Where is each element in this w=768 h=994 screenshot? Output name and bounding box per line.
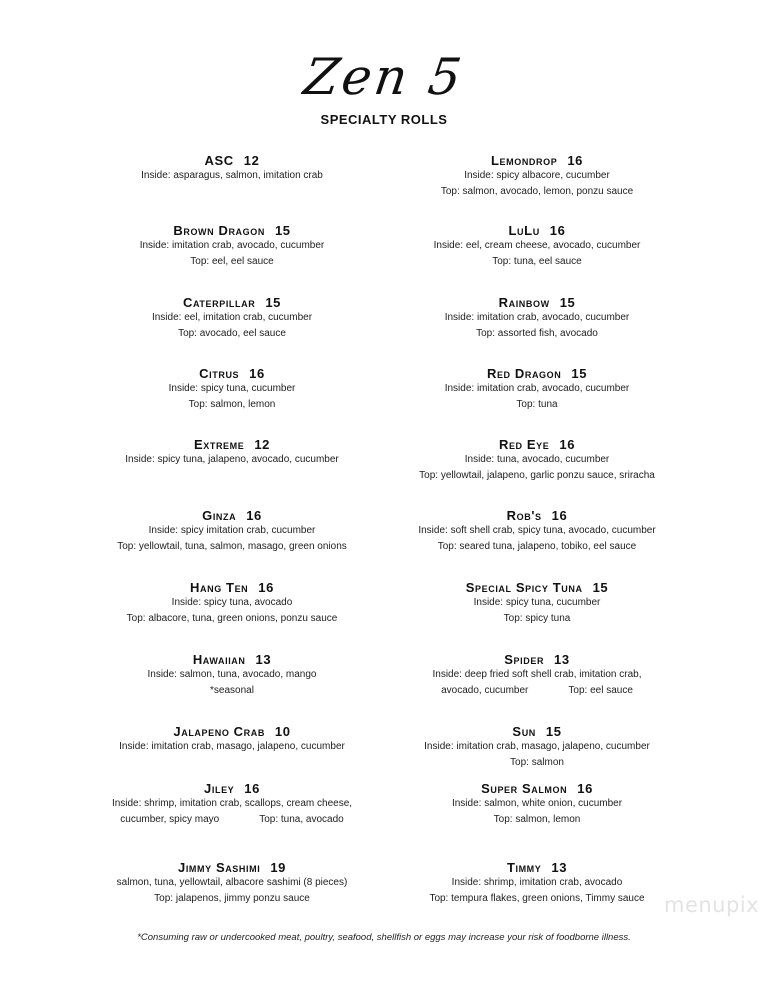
item-description: Inside: spicy imitation crab, cucumber bbox=[148, 525, 316, 536]
menu-item-name bbox=[67, 652, 397, 667]
item-description: Top: avocado, eel sauce bbox=[178, 327, 286, 339]
item-price: 16 bbox=[246, 508, 262, 523]
menu-item bbox=[372, 781, 702, 827]
item-price: 19 bbox=[270, 860, 286, 875]
item-description: Inside: tuna, avocado, cucumber bbox=[464, 454, 610, 465]
menu-item bbox=[67, 437, 397, 468]
item-price: 16 bbox=[258, 580, 274, 595]
item-name: Super Salmon bbox=[481, 781, 568, 796]
menu-item-name bbox=[67, 860, 397, 875]
item-description: Inside: soft shell crab, spicy tuna, avocado, cucumber bbox=[418, 525, 656, 536]
item-description: Inside: spicy tuna, cucumber bbox=[473, 597, 601, 608]
item-description: Inside: salmon, white onion, cucumber bbox=[451, 798, 623, 809]
item-name: Sun bbox=[512, 724, 536, 739]
menu-item bbox=[67, 153, 397, 184]
item-description-part: avocado, cucumber bbox=[441, 684, 529, 696]
item-description: Top: salmon, lemon bbox=[188, 398, 276, 410]
item-description: Inside: eel, imitation crab, cucumber bbox=[151, 312, 313, 323]
menu-item-name bbox=[372, 437, 702, 452]
watermark: menupix bbox=[664, 893, 760, 917]
item-description: Top: salmon bbox=[510, 756, 564, 768]
item-price: 16 bbox=[559, 437, 576, 452]
item-price: 15 bbox=[274, 223, 291, 238]
item-name: Rob's bbox=[506, 508, 542, 523]
menu-item-name bbox=[372, 652, 702, 667]
item-price: 10 bbox=[274, 724, 291, 739]
item-description: Top: salmon, lemon bbox=[493, 813, 581, 825]
item-name: Extreme bbox=[193, 437, 245, 452]
item-name: Jalapeno Crab bbox=[173, 724, 265, 739]
item-description: Inside: spicy tuna, jalapeno, avocado, cucumber bbox=[125, 454, 339, 465]
menu-item-name bbox=[67, 295, 397, 310]
menu-item-name bbox=[372, 860, 702, 875]
menu-item bbox=[67, 724, 397, 755]
menu-item bbox=[67, 366, 397, 412]
menu-item-name bbox=[372, 153, 702, 168]
item-description: Inside: asparagus, salmon, imitation crab bbox=[141, 170, 323, 181]
item-description: Top: salmon, avocado, lemon, ponzu sauce bbox=[440, 185, 634, 197]
menu-item bbox=[372, 223, 702, 269]
menu-item bbox=[67, 781, 397, 827]
item-description-part: Top: tuna, avocado bbox=[259, 813, 344, 825]
menu-item bbox=[67, 508, 397, 554]
item-description: Inside: deep fried soft shell crab, imitation crab, bbox=[432, 669, 642, 680]
item-price: 13 bbox=[551, 860, 568, 875]
item-description: salmon, tuna, yellowtail, albacore sashimi (8 pieces) bbox=[116, 877, 348, 888]
item-description: Top: seared tuna, jalapeno, tobiko, eel sauce bbox=[437, 540, 637, 552]
menu-item bbox=[372, 366, 702, 412]
item-price: 16 bbox=[577, 781, 593, 796]
item-name: Jiley bbox=[204, 781, 235, 796]
item-description: Inside: imitation crab, avocado, cucumber bbox=[444, 312, 630, 323]
menu-item-name bbox=[67, 366, 397, 381]
item-description: Top: yellowtail, jalapeno, garlic ponzu sauce, sriracha bbox=[419, 469, 655, 481]
item-description: Inside: spicy tuna, cucumber bbox=[168, 383, 296, 394]
item-price: 12 bbox=[243, 153, 260, 168]
item-name: Timmy bbox=[506, 860, 542, 875]
item-price: 16 bbox=[249, 366, 265, 381]
item-price: 16 bbox=[567, 153, 583, 168]
menu-item-name bbox=[372, 508, 702, 523]
item-description: Top: jalapenos, jimmy ponzu sauce bbox=[154, 892, 310, 904]
item-price: 15 bbox=[559, 295, 576, 310]
item-description-part: Top: eel sauce bbox=[568, 684, 633, 696]
item-description: *seasonal bbox=[210, 684, 254, 696]
item-price: 13 bbox=[554, 652, 570, 667]
item-name: Special Spicy Tuna bbox=[465, 580, 583, 595]
item-name: Caterpillar bbox=[183, 295, 256, 310]
item-name: ASC bbox=[204, 153, 234, 168]
menu-item bbox=[372, 580, 702, 626]
item-name: Hawaiian bbox=[192, 652, 246, 667]
menu-item-name bbox=[372, 295, 702, 310]
item-description: Inside: eel, cream cheese, avocado, cucumber bbox=[433, 240, 641, 251]
menu-item bbox=[372, 860, 702, 906]
menu-item bbox=[67, 652, 397, 698]
menu-item-name bbox=[67, 153, 397, 168]
item-description: Inside: shrimp, imitation crab, scallops, cream cheese, bbox=[111, 798, 353, 809]
item-description: Top: tuna bbox=[516, 398, 558, 410]
menu-item bbox=[372, 437, 702, 483]
item-description: Inside: imitation crab, avocado, cucumber bbox=[139, 240, 325, 251]
item-description: Top: tuna, eel sauce bbox=[492, 255, 582, 267]
menu-item bbox=[67, 223, 397, 269]
item-name: Red Dragon bbox=[486, 366, 562, 381]
menu-section-title: SPECIALTY ROLLS bbox=[320, 112, 448, 127]
item-price: 15 bbox=[545, 724, 562, 739]
item-description bbox=[372, 683, 702, 699]
item-description: Top: eel, eel sauce bbox=[190, 255, 274, 267]
menu-item-name bbox=[372, 366, 702, 381]
menu-item-name bbox=[372, 580, 702, 595]
item-price: 13 bbox=[255, 652, 272, 667]
menu-item bbox=[372, 652, 702, 698]
menu-item-name bbox=[67, 437, 397, 452]
item-name: Spider bbox=[504, 652, 545, 667]
menu-item-name bbox=[372, 223, 702, 238]
item-name: Lemondrop bbox=[490, 153, 558, 168]
item-name: Jimmy Sashimi bbox=[178, 860, 261, 875]
item-description: Inside: imitation crab, avocado, cucumber bbox=[444, 383, 630, 394]
item-description: Top: assorted fish, avocado bbox=[476, 327, 598, 339]
menu-item-name bbox=[372, 724, 702, 739]
item-name: Red Eye bbox=[498, 437, 550, 452]
item-name: Brown Dragon bbox=[173, 223, 265, 238]
item-name: Hang Ten bbox=[190, 580, 249, 595]
item-price: 16 bbox=[244, 781, 260, 796]
menu-item bbox=[372, 724, 702, 770]
menu-item-name bbox=[67, 781, 397, 796]
item-description: Inside: imitation crab, masago, jalapeno, cucumber bbox=[119, 741, 345, 752]
menu-item-name bbox=[372, 781, 702, 796]
item-name: LuLu bbox=[508, 223, 540, 238]
item-description: Inside: salmon, tuna, avocado, mango bbox=[147, 669, 317, 680]
menu-item-name bbox=[67, 508, 397, 523]
item-price: 15 bbox=[571, 366, 588, 381]
menu-item bbox=[67, 295, 397, 341]
item-description: Top: albacore, tuna, green onions, ponzu sauce bbox=[126, 612, 338, 624]
item-description: Top: yellowtail, tuna, salmon, masago, green onions bbox=[117, 540, 347, 552]
item-description: Top: spicy tuna bbox=[503, 612, 571, 624]
item-price: 16 bbox=[549, 223, 566, 238]
item-description: Inside: shrimp, imitation crab, avocado bbox=[451, 877, 623, 888]
item-description: Inside: spicy tuna, avocado bbox=[171, 597, 293, 608]
item-description-part: cucumber, spicy mayo bbox=[120, 813, 220, 825]
menu-item bbox=[67, 860, 397, 906]
menu-item bbox=[372, 295, 702, 341]
item-description bbox=[67, 812, 397, 828]
item-price: 15 bbox=[265, 295, 281, 310]
menu-item bbox=[372, 153, 702, 199]
item-name: Ginza bbox=[202, 508, 237, 523]
menu-item-name bbox=[67, 580, 397, 595]
menu-item bbox=[372, 508, 702, 554]
item-name: Citrus bbox=[199, 366, 240, 381]
food-safety-disclaimer: *Consuming raw or undercooked meat, poultry, seafood, shellfish or eggs may increase your risk of foodborne illness. bbox=[137, 932, 631, 943]
restaurant-logo: Zen 5 bbox=[300, 48, 468, 106]
menu-item bbox=[67, 580, 397, 626]
item-price: 15 bbox=[592, 580, 609, 595]
item-description: Inside: imitation crab, masago, jalapeno, cucumber bbox=[424, 741, 650, 752]
item-name: Rainbow bbox=[498, 295, 550, 310]
item-price: 12 bbox=[254, 437, 271, 452]
item-description: Inside: spicy albacore, cucumber bbox=[464, 170, 610, 181]
menu-item-name bbox=[67, 223, 397, 238]
menu-item-name bbox=[67, 724, 397, 739]
item-description: Top: tempura flakes, green onions, Timmy sauce bbox=[429, 892, 645, 904]
item-price: 16 bbox=[551, 508, 568, 523]
